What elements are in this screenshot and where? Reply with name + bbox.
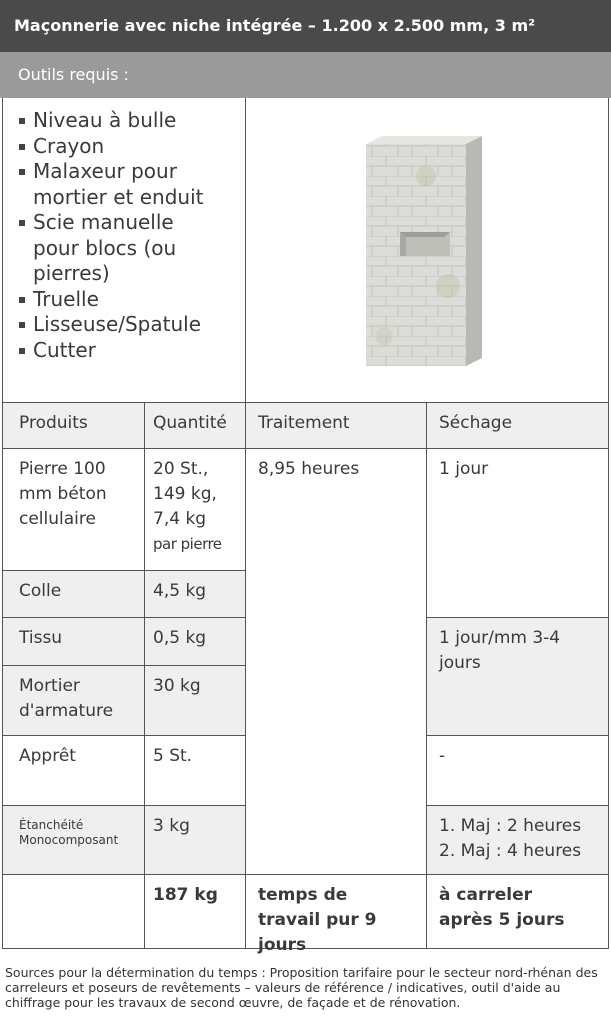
table-row-quantity: 5 St. <box>145 736 246 806</box>
tool-item: Niveau à bulle <box>18 108 208 134</box>
total-drying: à carreler après 5 jours <box>427 875 609 949</box>
treatment-cell: 8,95 heures <box>246 449 427 875</box>
table-row-quantity: 4,5 kg <box>145 571 246 618</box>
drying-primer: - <box>427 736 609 806</box>
footnote: Sources pour la détermination du temps : Proposition tarifaire pour le secteur nord-rhénan des carreleurs et poseurs de revêtements – valeurs de référence / indicatives, outil d'aide au chiffrage pour les travaux de second œuvre, de façade et de rénovation. <box>5 965 598 1010</box>
table-row-quantity: 0,5 kg <box>145 618 246 666</box>
col-header-treatment: Traitement <box>246 403 427 449</box>
table-row-quantity: 20 St., 149 kg, 7,4 kg par pierre <box>145 449 246 571</box>
total-treatment: temps de travail pur 9 jours <box>246 875 427 949</box>
table-row-product: Apprêt <box>2 736 145 806</box>
total-quantity: 187 kg <box>145 875 246 949</box>
table-row-quantity: 3 kg <box>145 806 246 875</box>
tool-item: Scie manuelle pour blocs (ou pierres) <box>18 210 188 287</box>
drying-fabric-mortar: 1 jour/mm 3-4 jours <box>427 618 609 736</box>
tools-list <box>18 108 208 363</box>
table-row-quantity: 30 kg <box>145 666 246 736</box>
col-header-drying: Séchage <box>427 403 609 449</box>
col-header-quantity: Quantité <box>145 403 246 449</box>
tool-item: Cutter <box>18 338 208 364</box>
table-row-product: Pierre 100 mm béton cellulaire <box>2 449 145 571</box>
tool-item: Crayon <box>18 134 208 160</box>
tools-heading: Outils requis : <box>0 52 611 98</box>
tool-item: Truelle <box>18 287 208 313</box>
col-header-products: Produits <box>2 403 145 449</box>
totals-empty-cell <box>2 875 145 949</box>
table-row-product: Tissu <box>2 618 145 666</box>
tool-item: Lisseuse/Spatule <box>18 312 208 338</box>
wall-with-niche-illustration <box>366 136 482 366</box>
table-row-product: Étanchéité Monocomposant <box>2 806 145 875</box>
drying-sealing: 1. Maj : 2 heures 2. Maj : 4 heures <box>427 806 609 875</box>
table-row-product: Mortier d'armature <box>2 666 145 736</box>
drying-stone: 1 jour <box>427 449 609 618</box>
tool-item: Malaxeur pour mortier et enduit <box>18 159 208 210</box>
table-row-product: Colle <box>2 571 145 618</box>
page-title: Maçonnerie avec niche intégrée – 1.200 x 2.500 mm, 3 m² <box>0 0 611 52</box>
